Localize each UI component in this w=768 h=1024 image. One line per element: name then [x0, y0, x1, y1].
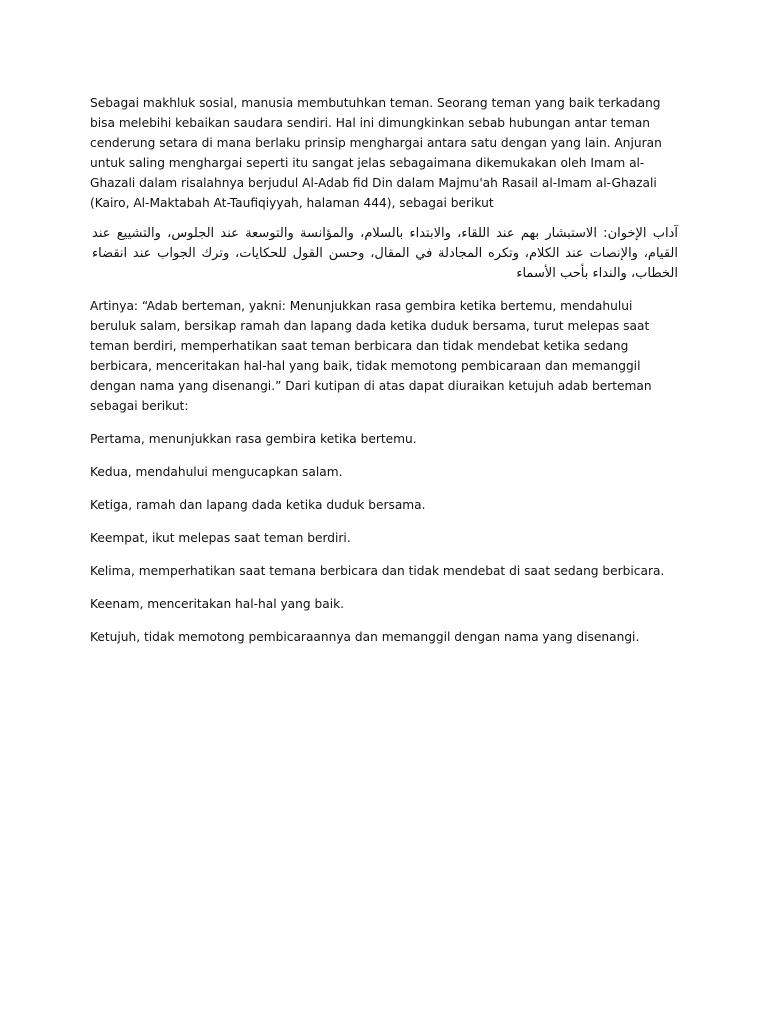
list-item: Kedua, mendahului mengucapkan salam. — [90, 465, 343, 479]
arabic-quote: آداب الإخوان: الاستبشار بهم عند اللقاء، والابتداء بالسلام، والمؤانسة والتوسعة عند الجلوس، والتشييع عند القيام، والإنصات عند الكلام، وتكره المجادلة في المقال، وحسن القول للحكايات، وترك الجواب عند انقضاء الخطاب، والنداء بأحب الأسماء — [92, 226, 678, 281]
document-page — [90, 93, 678, 660]
translation-paragraph: Artinya: “Adab berteman, yakni: Menunjukkan rasa gembira ketika bertemu, mendahului beruluk salam, bersikap ramah dan lapang dada ketika duduk bersama, turut melepas saat teman berdiri, memperhatikan saat teman berbicara dan tidak mendebat ketika sedang berbicara, menceritakan hal-hal yang baik, tidak memotong pembicaraan dan memanggil dengan nama yang disenangi.” Dari kutipan di atas dapat diuraikan ketujuh adab berteman sebagai berikut: — [90, 299, 652, 413]
intro-paragraph: Sebagai makhluk sosial, manusia membutuhkan teman. Seorang teman yang baik terkadang bisa melebihi kebaikan saudara sendiri. Hal ini dimungkinkan sebab hubungan antar teman cenderung setara di mana berlaku prinsip menghargai antara satu dengan yang lain. Anjuran untuk saling menghargai seperti itu sangat jelas sebagaimana dikemukakan oleh Imam al-Ghazali dalam risalahnya berjudul Al-Adab fid Din dalam Majmu'ah Rasail al-Imam al-Ghazali (Kairo, Al-Maktabah At-Taufiqiyyah, halaman 444), sebagai berikut — [90, 96, 662, 210]
list-item: Keenam, menceritakan hal-hal yang baik. — [90, 597, 345, 611]
list-item: Pertama, menunjukkan rasa gembira ketika bertemu. — [90, 432, 417, 446]
list-item: Kelima, memperhatikan saat temana berbicara dan tidak mendebat di saat sedang berbicara. — [90, 564, 665, 578]
list-item: Ketujuh, tidak memotong pembicaraannya dan memanggil dengan nama yang disenangi. — [90, 630, 640, 644]
adab-list — [90, 429, 678, 647]
list-item: Keempat, ikut melepas saat teman berdiri. — [90, 531, 351, 545]
list-item: Ketiga, ramah dan lapang dada ketika duduk bersama. — [90, 498, 426, 512]
